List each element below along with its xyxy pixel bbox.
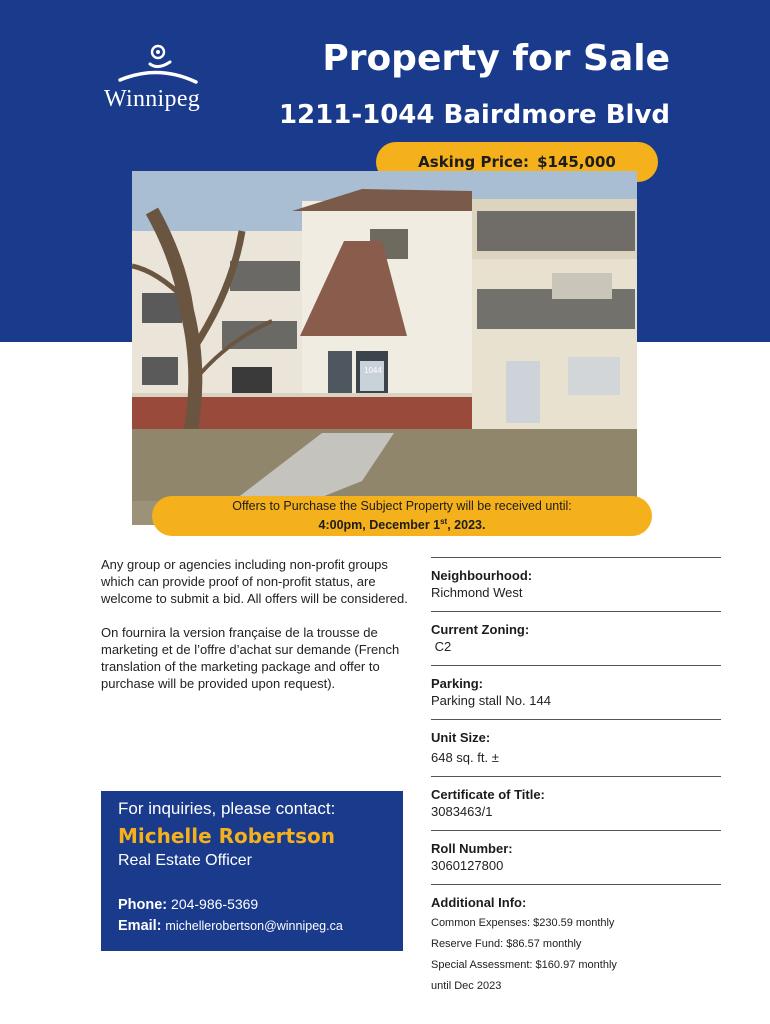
additional-info-line: until Dec 2023	[431, 980, 502, 992]
detail-neighbourhood: Neighbourhood: Richmond West	[431, 557, 721, 611]
contact-name: Michelle Robertson	[118, 824, 335, 848]
email-link[interactable]: michellerobertson@winnipeg.ca	[165, 919, 343, 933]
asking-price-value: $145,000	[537, 153, 616, 171]
property-address: 1211-1044 Bairdmore Blvd	[278, 100, 670, 130]
detail-zoning: Current Zoning: C2	[431, 611, 721, 665]
detail-certificate-of-title: Certificate of Title: 3083463/1	[431, 776, 721, 830]
french-translation-note: On fournira la version française de la trousse de marketing et de l’offre d’achat sur demande (French translation of the marketing package and offer to purchase will be provided upon request).	[101, 625, 400, 691]
detail-roll-number: Roll Number: 3060127800	[431, 830, 721, 884]
property-photo	[132, 171, 637, 525]
offer-deadline-date: 4:00pm, December 1st, 2023.	[318, 517, 486, 533]
bid-information	[101, 556, 419, 709]
additional-info-line: Special Assessment: $160.97 monthly	[431, 959, 617, 971]
contact-box	[101, 791, 403, 951]
page-title: Property for Sale	[322, 38, 670, 79]
contact-role: Real Estate Officer	[118, 852, 252, 869]
contact-email: Email: michellerobertson@winnipeg.ca	[118, 918, 343, 934]
bid-eligibility-text: Any group or agencies including non-profit groups which can provide proof of non-profit status, are welcome to submit a bid. All offers will be considered.	[101, 557, 408, 606]
asking-price-label: Asking Price:	[418, 153, 530, 171]
detail-additional-info: Additional Info: Common Expenses: $230.59 monthly Reserve Fund: $86.57 monthly Special Assessment: $160.97 monthly until Dec 2023	[431, 884, 721, 997]
contact-intro: For inquiries, please contact:	[118, 799, 336, 818]
detail-parking: Parking: Parking stall No. 144	[431, 665, 721, 719]
detail-unit-size: Unit Size: 648 sq. ft. ±	[431, 719, 721, 776]
logo-wordmark: Winnipeg	[104, 86, 201, 112]
additional-info-line: Common Expenses: $230.59 monthly	[431, 917, 615, 929]
offer-deadline-intro: Offers to Purchase the Subject Property will be received until:	[232, 499, 572, 514]
additional-info-line: Reserve Fund: $86.57 monthly	[431, 938, 582, 950]
building-number: 1044	[364, 366, 382, 375]
contact-phone: Phone: 204-986-5369	[118, 896, 259, 913]
offer-deadline-banner	[152, 496, 652, 536]
property-details	[431, 557, 721, 997]
